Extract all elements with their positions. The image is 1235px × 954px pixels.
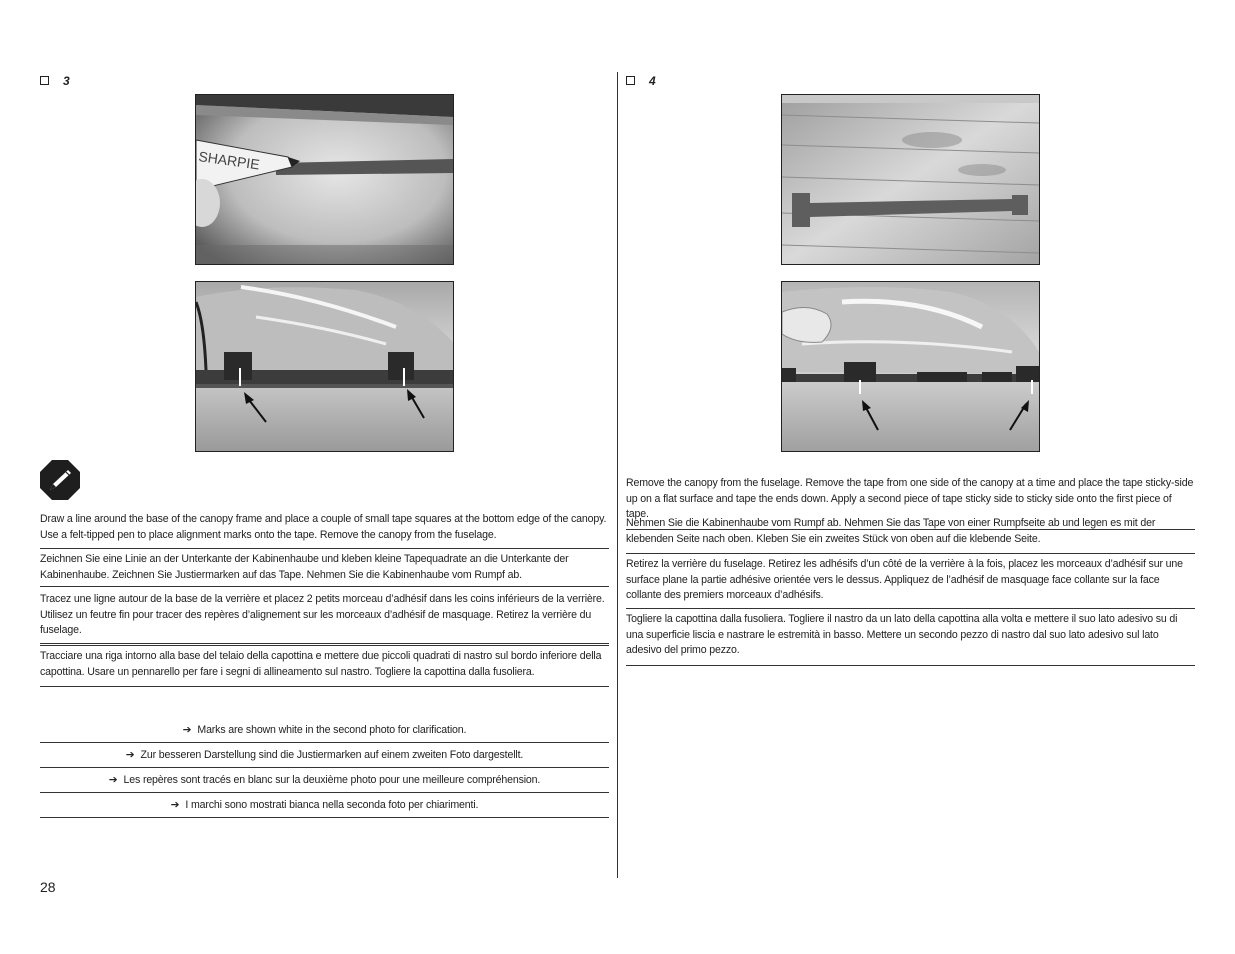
step-3-instruction-de: Zeichnen Sie eine Linie an der Unterkante der Kabinenhaube und kleben kleine Tapequadrate an die Unterkante der Kabinenhaube. Zeichnen Sie Justiermarken auf das Tape. Nehmen Sie die Kabinenhaube vom Rumpf ab. [40, 548, 609, 587]
step-3-instruction-it: Tracciare una riga intorno alla base del telaio della capottina e mettere due piccoli quadrati di nastro sul bordo inferiore della capottina. Usare un pennarello per fare i segni di allineamento sul nastro. Togliere la capottina dalla fusoliera. [40, 645, 609, 687]
step-4-header [626, 74, 656, 88]
note-fr [40, 768, 609, 793]
step-4-instruction-en: Remove the canopy from the fuselage. Remove the tape from one side of the canopy at a time and place the tape sticky-side up on a flat surface and tape the ends down. Apply a second piece of tape sticky side to sticky side onto the first piece of tape. [626, 476, 1195, 530]
arrow-right-icon: ➔ [125, 749, 135, 761]
note-text: I marchi sono mostrati bianca nella seconda foto per chiarimenti. [185, 799, 479, 811]
step-4-instruction-de: Nehmen Sie die Kabinenhaube vom Rumpf ab. Nehmen Sie das Tape von einer Rumpfseite ab und legen es mit der klebenden Seite nach oben. Kleben Sie ein zweites Stück von oben auf die klebende Seite. [626, 516, 1195, 554]
photo-tape-on-flat-surface [781, 94, 1040, 265]
arrow-right-icon: ➔ [108, 774, 118, 786]
photo-canopy-tape-strips [781, 281, 1040, 452]
note-text: Les repères sont tracés en blanc sur la deuxième photo pour une meilleure compréhension. [123, 774, 541, 786]
note-it [40, 793, 609, 818]
arrow-right-icon: ➔ [170, 799, 180, 811]
checkbox[interactable] [626, 76, 635, 85]
note-en [40, 718, 609, 743]
marker-logo: SHARPIE [197, 148, 261, 173]
step-number: 3 [63, 74, 70, 88]
page-number: 28 [40, 879, 56, 895]
note-text: Marks are shown white in the second photo for clarification. [197, 724, 467, 736]
arrow-right-icon: ➔ [182, 724, 192, 736]
note-de [40, 743, 609, 768]
photo-canopy-tape-marks [195, 281, 454, 452]
step-3-instruction-fr: Tracez une ligne autour de la base de la verrière et placez 2 petits morceau d’adhésif dans les coins inférieurs de la verrière. Utilisez un feutre fin pour tracer des repères d’alignement sur les morceaux d’adhésif de masquage. Retirez la verrière du fuselage. [40, 592, 609, 644]
photo-marker-drawing-line [195, 94, 454, 265]
step-3-header [40, 74, 70, 88]
step-3-instruction-en: Draw a line around the base of the canopy frame and place a couple of small tape squares at the bottom edge of the canopy. Use a felt-tipped pen to place alignment marks onto the tape. Remove the canopy from the fuselage. [40, 513, 607, 541]
checkbox[interactable] [40, 76, 49, 85]
column-divider [617, 72, 618, 878]
step-number: 4 [649, 74, 656, 88]
pen-warning-icon [40, 460, 80, 500]
step-4-instruction-fr: Retirez la verrière du fuselage. Retirez les adhésifs d’un côté de la verrière à la fois, placez les morceaux d’adhésif sur une surface plane la partie adhésive orientée vers le dessus. Appliquez de l’adhésif de masquage face collante sur la face collante des premiers morceaux d’adhésifs. [626, 557, 1195, 609]
note-text: Zur besseren Darstellung sind die Justiermarken auf einem zweiten Foto dargestellt. [140, 749, 524, 761]
step-4-instruction-it: Togliere la capottina dalla fusoliera. Togliere il nastro da un lato della capottina alla volta e mettere il suo lato adesivo su di una superficie liscia e nastrare le estremità in basso. Mettere un secondo pezzo di nastro dal suo lato adesivo sul lato adesivo del primo pezzo. [626, 612, 1195, 666]
